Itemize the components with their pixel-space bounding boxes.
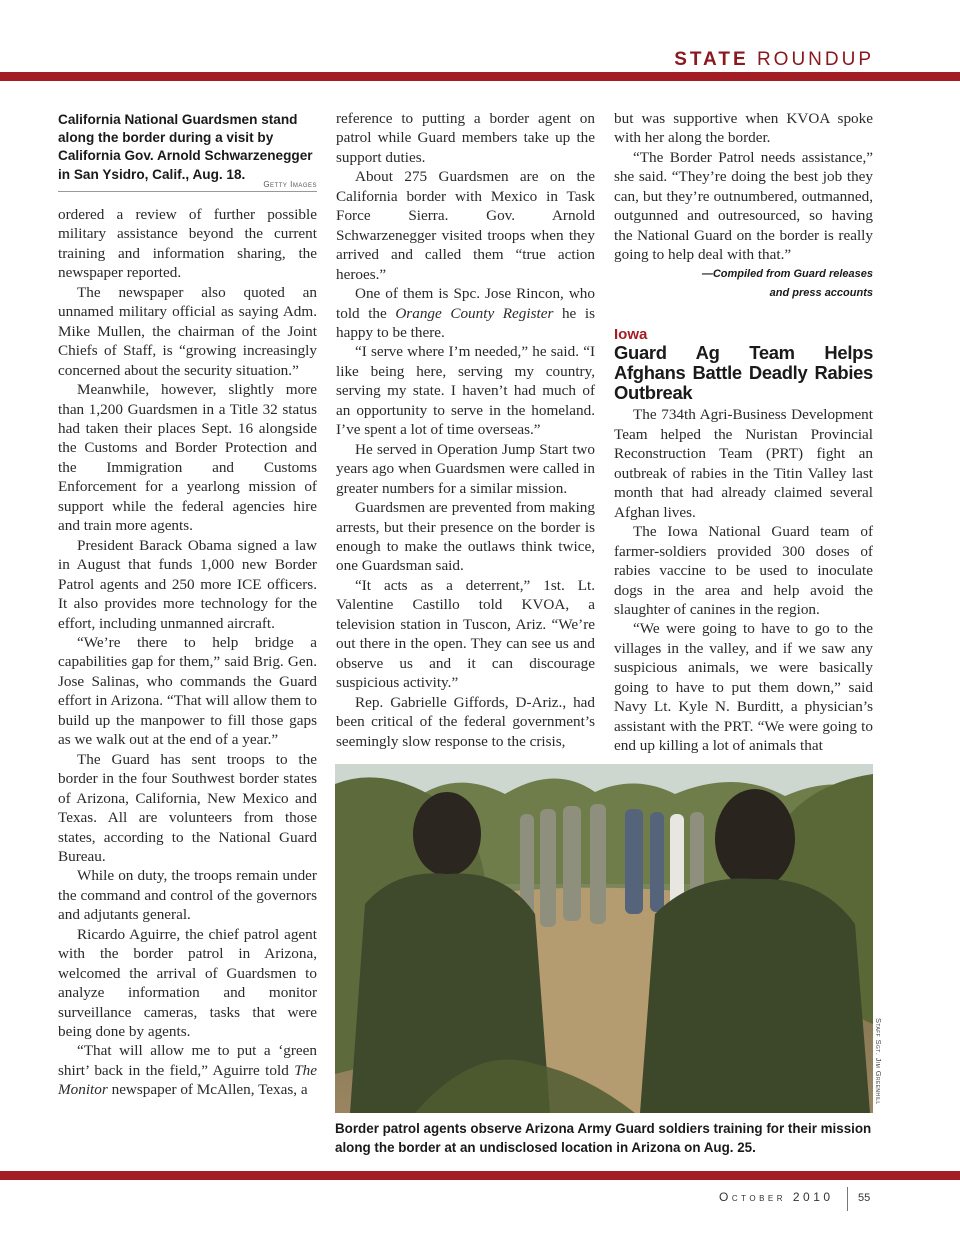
- article-headline: Guard Ag Team Helps Afghans Battle Deadly Rabies Outbreak: [614, 342, 873, 404]
- paragraph: “That will allow me to put a ‘green shirt’ back in the field,” Aguirre told The Monitor newspaper of McAllen, Texas, a: [58, 1042, 317, 1099]
- paragraph: “I serve where I’m needed,” he said. “I like being here, serving my country, serving my state. I haven’t had much of an opportunity to serve in the homeland. I’ve spent a lot of time overseas.”: [336, 343, 595, 439]
- paragraph: ordered a review of further possible military assistance beyond the current training and information sharing, the newspaper reported.: [58, 206, 317, 282]
- paragraph: “The Border Patrol needs assistance,” she said. “They’re doing the best job they can, but they’re outnumbered, outmanned, outgunned and outresourced, so having the National Guard on the border is really going to help deal with that.”: [614, 148, 873, 264]
- section-title: [674, 49, 874, 71]
- paragraph: reference to putting a border agent on patrol while Guard members take up the support duties.: [336, 110, 595, 166]
- paragraph: President Barack Obama signed a law in August that funds 1,000 new Border Patrol agents and 250 more ICE officers. It also provides more technology for the effort, including unmanned aircraft.: [58, 536, 317, 632]
- paragraph: “It acts as a deterrent,” 1st. Lt. Valentine Castillo told KVOA, a television station in Tuscon, Ariz. “We’re out there in the open. They can see us and observe us and it can discourage suspicious activity.”: [336, 576, 595, 692]
- top-photo-credit: Getty Images: [58, 180, 317, 192]
- article-column-1: [58, 205, 317, 1100]
- border-patrol-photo: [335, 764, 873, 1113]
- paragraph: “We were going to have to go to the villages in the valley, and if we saw any suspicious animals, we were basically going to have to put them down,” said Navy Lt. Kyle N. Burditt, a physician’s assistant with the PRT. “We were going to end up killing a lot of animals that: [614, 620, 873, 755]
- paragraph: “We’re there to help bridge a capabilities gap for them,” said Brig. Gen. Jose Salinas, who commands the Guard effort in Arizona. “That will allow them to build up the manpower to fill those gaps as we walk out at the end of a year.”: [58, 633, 317, 749]
- paragraph: While on duty, the troops remain under the command and control of the governors and adjutants general.: [58, 867, 317, 924]
- bottom-photo-credit: Staff Sgt. Jim Greenhill: [874, 1018, 883, 1105]
- paragraph: Guardsmen are prevented from making arrests, but their presence on the border is enough to make the outlaws think twice, one Guardsman said.: [336, 499, 595, 575]
- bottom-photo-caption: Border patrol agents observe Arizona Army Guard soldiers training for their mission along the border at an undisclosed location in Arizona on Aug. 25.: [335, 1121, 872, 1155]
- paragraph: The 734th Agri-Business Development Team helped the Nuristan Provincial Reconstruction Team (PRT) fight an outbreak of rabies in the Titin Valley last month that had already claimed several Afghan lives.: [614, 406, 873, 521]
- paragraph: but was supportive when KVOA spoke with her along the border.: [614, 110, 873, 147]
- paragraph: The newspaper also quoted an unnamed military official as saying Adm. Mike Mullen, the chairman of the Joint Chiefs of Staff, is “growing increasingly concerned about the security situation.”: [58, 283, 317, 379]
- issue-date: October 2010: [719, 1190, 834, 1204]
- paragraph: About 275 Guardsmen are on the California border with Mexico in Task Force Sierra. Gov. Arnold Schwarzenegger visited troops when they arrived and called them “true action heroes.”: [336, 168, 595, 283]
- article-column-3: [614, 109, 873, 756]
- paragraph: The Iowa National Guard team of farmer-soldiers provided 300 doses of rabies vaccine to be used to inoculate dogs in the area and help avoid the slaughter of canines in the region.: [614, 523, 873, 618]
- paragraph: Meanwhile, however, slightly more than 1,200 Guardsmen in a Title 32 status had taken their places Sept. 16 alongside the Customs and Border Protection and the Immigration and Customs Enforcement for a yearlong mission of support while the federal agencies hire and train more agents.: [58, 381, 317, 535]
- article-column-2: [336, 109, 595, 751]
- top-photo-caption: California National Guardsmen stand along the border during a visit by California Gov. Arnold Schwarzenegger in San Ysidro, Calif., Aug. 18.: [58, 112, 313, 182]
- paragraph: The Guard has sent troops to the border in the four Southwest border states of Arizona, California, New Mexico and Texas. All are volunteers from those states, according to the National Guard Bureau.: [58, 750, 317, 865]
- bottom-rule: [0, 1171, 960, 1180]
- page-number: 55: [858, 1192, 871, 1204]
- paragraph: One of them is Spc. Jose Rincon, who told the Orange County Register he is happy to be there.: [336, 285, 596, 341]
- footer-divider: [847, 1187, 848, 1211]
- paragraph: Rep. Gabrielle Giffords, D-Ariz., had been critical of the federal government’s seemingly slow response to the crisis,: [336, 693, 595, 750]
- top-rule: [0, 72, 960, 81]
- paragraph: He served in Operation Jump Start two years ago when Guardsmen were called in greater numbers for a similar mission.: [336, 440, 595, 497]
- section-title-bold: STATE: [674, 49, 749, 70]
- paragraph: Ricardo Aguirre, the chief patrol agent with the border patrol in Arizona, welcomed the arrival of Guardsmen to analyze information and monitor surveillance cameras, tasks that were being done by agents.: [58, 925, 317, 1041]
- section-title-light: ROUNDUP: [756, 49, 874, 70]
- article-kicker: Iowa: [614, 326, 648, 344]
- compiled-credit: —Compiled from Guard releases and press accounts: [701, 267, 873, 300]
